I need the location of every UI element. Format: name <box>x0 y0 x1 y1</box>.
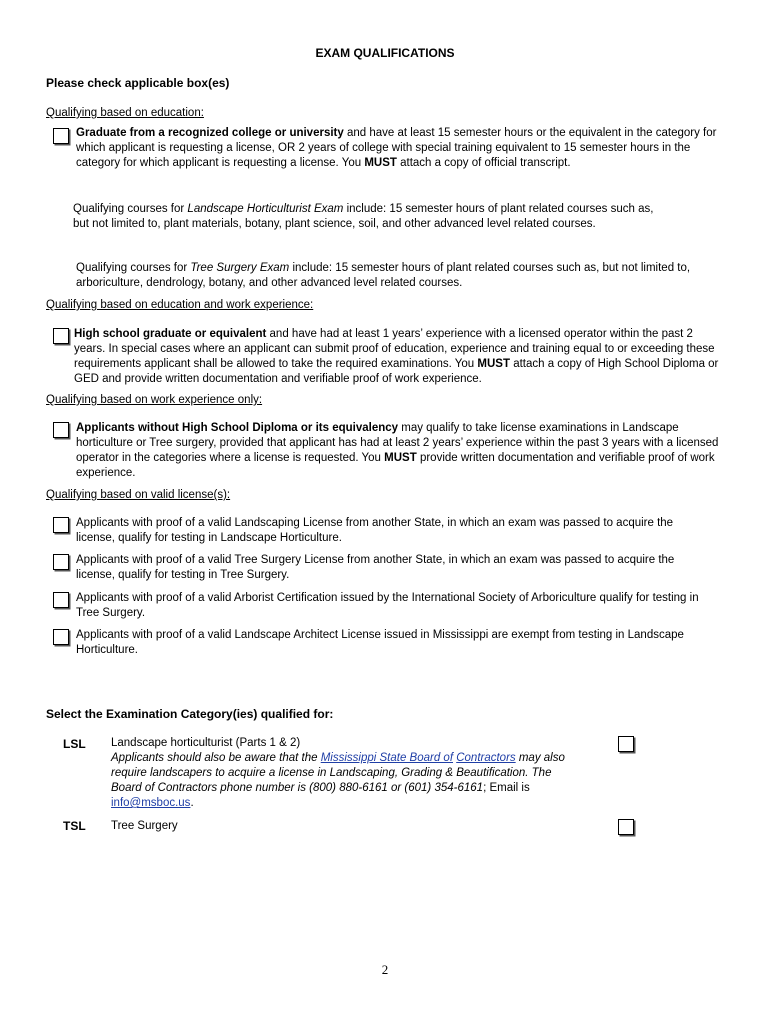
section-heading-work-only: Qualifying based on work experience only: <box>46 394 263 406</box>
license-item: Applicants with proof of a valid Arborist Certification issued by the International Society of Arboriculture qualify for testing in Tree Surgery. <box>76 592 699 619</box>
work-only-bold: Applicants without High School Diploma or its equivalency <box>76 422 399 434</box>
section-heading-education-work: Qualifying based on education and work experience: <box>46 299 314 311</box>
msboc-link[interactable]: Mississippi State Board of <box>320 752 454 764</box>
checkbox-education-work[interactable] <box>53 328 69 344</box>
checkbox-work-only[interactable] <box>53 422 69 438</box>
education-work-description <box>74 327 726 387</box>
education-text: and have at least 15 semester hours or the equivalent in the category for which applicant is requesting a license, OR 2 years of college with special training equivalent to 15 semester hours in the category for which applicant is requesting a license. You <box>76 127 717 169</box>
note1-pre: Qualifying courses for <box>73 203 188 215</box>
education-work-bold: High school graduate or equivalent <box>74 328 267 340</box>
checkbox-lsl[interactable] <box>618 736 634 752</box>
education-bold: Graduate from a recognized college or university <box>76 127 344 139</box>
email-link[interactable]: info@msboc.us <box>111 797 191 809</box>
landscape-courses-note <box>73 202 668 232</box>
checkbox-tree-surgery-license[interactable] <box>53 554 69 570</box>
must-label: MUST <box>364 157 397 169</box>
license-item: Applicants with proof of a valid Tree Surgery License from another State, in which an exam was passed to acquire the license, qualify for testing in Tree Surgery. <box>76 554 675 581</box>
work-only-text: may qualify to take license examinations in Landscape horticulture or Tree surgery, provided that applicant has had at least 2 years’ experience within the past 3 years with a licensed operator in the categories where a license is requested. You <box>76 422 719 464</box>
tree-courses-note <box>76 261 701 291</box>
checkbox-arborist-certification[interactable] <box>53 592 69 608</box>
page-number: 2 <box>381 962 389 977</box>
lsl-note-pre: Applicants should also be aware that the <box>111 752 321 764</box>
lsl-label: Landscape horticulturist (Parts 1 & 2) <box>111 737 301 749</box>
checkbox-education[interactable] <box>53 128 69 144</box>
lsl-email-pre: ; Email is <box>483 782 530 794</box>
checkbox-tsl[interactable] <box>618 819 634 835</box>
lsl-note <box>111 751 571 811</box>
lsl-note-end: . <box>190 797 194 809</box>
section-heading-license: Qualifying based on valid license(s): <box>46 489 231 501</box>
tsl-code: TSL <box>63 819 86 833</box>
note1-post: include: 15 semester hours of plant related courses such as, but not limited to, plant materials, botany, plant science, soil, and other advanced level related courses. <box>73 203 654 230</box>
checkbox-landscaping-license[interactable] <box>53 517 69 533</box>
lsl-note-mid: may also require landscapers to acquire a license in Landscaping, Grading & Beautification. The Board of Contractors phone number is (800) 880-6161 or (601) 354-6161 <box>111 752 565 794</box>
page-title: EXAM QUALIFICATIONS <box>315 46 455 60</box>
note2-italic: Tree Surgery Exam <box>190 262 290 274</box>
section-heading-education: Qualifying based on education: <box>46 107 204 119</box>
education-description <box>76 126 726 171</box>
tsl-label: Tree Surgery <box>111 820 178 832</box>
lsl-code: LSL <box>63 737 86 751</box>
work-only-description <box>76 421 721 481</box>
exam-select-heading: Select the Examination Category(ies) qualified for: <box>46 707 334 721</box>
work-only-tail: provide written documentation and verifiable proof of work experience. <box>76 452 715 479</box>
must-label: MUST <box>477 358 510 370</box>
license-item: Applicants with proof of a valid Landscaping License from another State, in which an exam was passed to acquire the license, qualify for testing in Landscape Horticulture. <box>76 517 674 544</box>
contractors-link[interactable]: Contractors <box>456 752 516 764</box>
note2-pre: Qualifying courses for <box>76 262 191 274</box>
license-item: Applicants with proof of a valid Landscape Architect License issued in Mississippi are exempt from testing in Landscape Horticulture. <box>76 629 684 656</box>
lsl-description <box>111 736 571 811</box>
must-label: MUST <box>384 452 417 464</box>
note1-italic: Landscape Horticulturist Exam <box>187 203 344 215</box>
education-work-tail: attach a copy of High School Diploma or GED and provide written documentation and verifiable proof of work experience. <box>74 358 719 385</box>
education-tail: attach a copy of official transcript. <box>396 157 571 169</box>
note2-post: include: 15 semester hours of plant related courses such as, but not limited to, arboriculture, dendrology, botany, and other advanced level related courses. <box>76 262 691 289</box>
checkbox-landscape-architect[interactable] <box>53 629 69 645</box>
instruction: Please check applicable box(es) <box>46 76 230 90</box>
education-work-text: and have had at least 1 years’ experience with a licensed operator within the past 2 years. In special cases where an applicant can submit proof of education, experience and training equal to or exceeding these requirements applicant shall be allowed to take the required examinations. You <box>74 328 715 370</box>
